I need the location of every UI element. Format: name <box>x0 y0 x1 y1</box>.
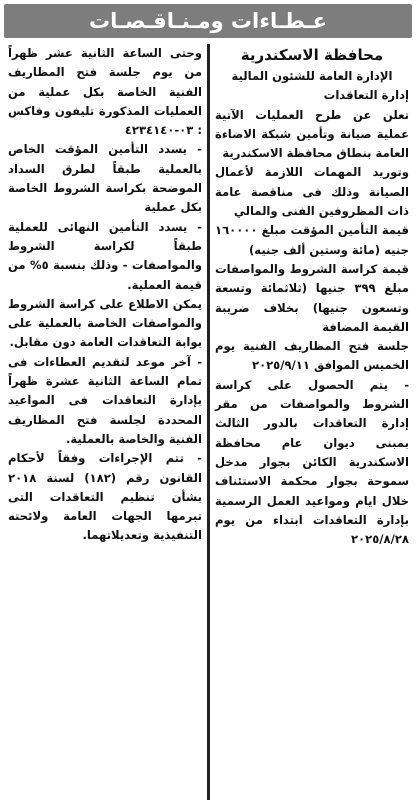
section-title: عـطـاءات ومـنـاقـصـات <box>88 9 328 33</box>
department-line: الإدارة العامة للشئون المالية <box>231 69 393 83</box>
announcer-title: محافظة الاسكندرية <box>240 46 384 64</box>
paragraph: - يسدد التأمين المؤقت الخاص بالعملية طبقاً لطرق السداد الموضحة بكراسة الشروط الخاصة بكل عملية <box>8 142 202 215</box>
paragraph: وتوريد المهمات اللازمة لأعمال الصيانة وذلك فى مناقصة عامة ذات المظروفين الفنى والمالي <box>215 165 409 219</box>
section-banner <box>4 4 412 38</box>
office-line: إدارة التعاقدات <box>323 88 409 103</box>
left-column <box>5 44 205 800</box>
columns <box>4 44 412 800</box>
right-column <box>212 44 412 800</box>
paragraph: - آخر موعد لتقديم العطاءات فى تمام الساعة الثانية عشرة ظهراً بإدارة التعاقدات فى المواعيد المحددة لجلسة فتح المظاريف الفنية والخاصة بالعملية. <box>8 354 202 446</box>
paragraph: وحتى الساعة الثانية عشر ظهراً من يوم جلسة فتح المظاريف الفنية الخاصة بكل عملية من العمليات المذكورة تليفون وفاكس : ٠٣-٤٢٣٤١٤٠ <box>8 46 202 138</box>
paragraph: - تتم الإجراءات وفقاً لأحكام القانون رقم (١٨٢) لسنة ٢٠١٨ بشأن تنظيم التعاقدات التى تبرمها الجهات العامة ولائحته التنفيذية وتعديلاتهما. <box>8 451 202 543</box>
paragraph: - يتم الحصول على كراسة الشروط والمواصفات من مقر إدارة التعاقدات بالدور الثالث بمبنى ديوان عام محافظة الاسكندرية الكائن بجوار مدخل سموحة بجوار محكمة الاستئناف خلال ايام ومواعيد العمل الرسمية بإدارة التعاقدات ابتداء من يوم ٢٠٢٥/٨/٢٨ <box>215 377 409 547</box>
paragraph: تعلن عن طرح العمليات الآتية عملية صيانة وتأمين شبكة الاضاءة العامة بنطاق محافظة الاسكندرية <box>215 107 409 161</box>
paragraph: يمكن الاطلاع على كراسة الشروط والمواصفات الخاصة بالعملية على بوابة التعاقدات العامة دون مقابل. <box>8 296 202 350</box>
paragraph: - يسدد التأمين النهائى للعملية طبقاً لكراسة الشروط والمواصفات - وذلك بنسبة ٥% من قيمة العملية. <box>8 219 202 292</box>
column-divider <box>207 44 210 800</box>
paragraph: جلسة فتح المظاريف الفنية يوم الخميس الموافق ٢٠٢٥/٩/١١ <box>215 339 409 373</box>
paragraph: قيمة كراسة الشروط والمواصفات مبلغ ٣٩٩ جنيها (ثلاثمائة وتسعة وتسعون جنيها) بخلاف ضريبة القيمة المضافة <box>215 261 409 334</box>
paragraph: قيمة التأمين المؤقت مبلغ ١٦٠٠٠٠ جنيه (مائة وستين ألف جنيه) <box>215 223 409 257</box>
